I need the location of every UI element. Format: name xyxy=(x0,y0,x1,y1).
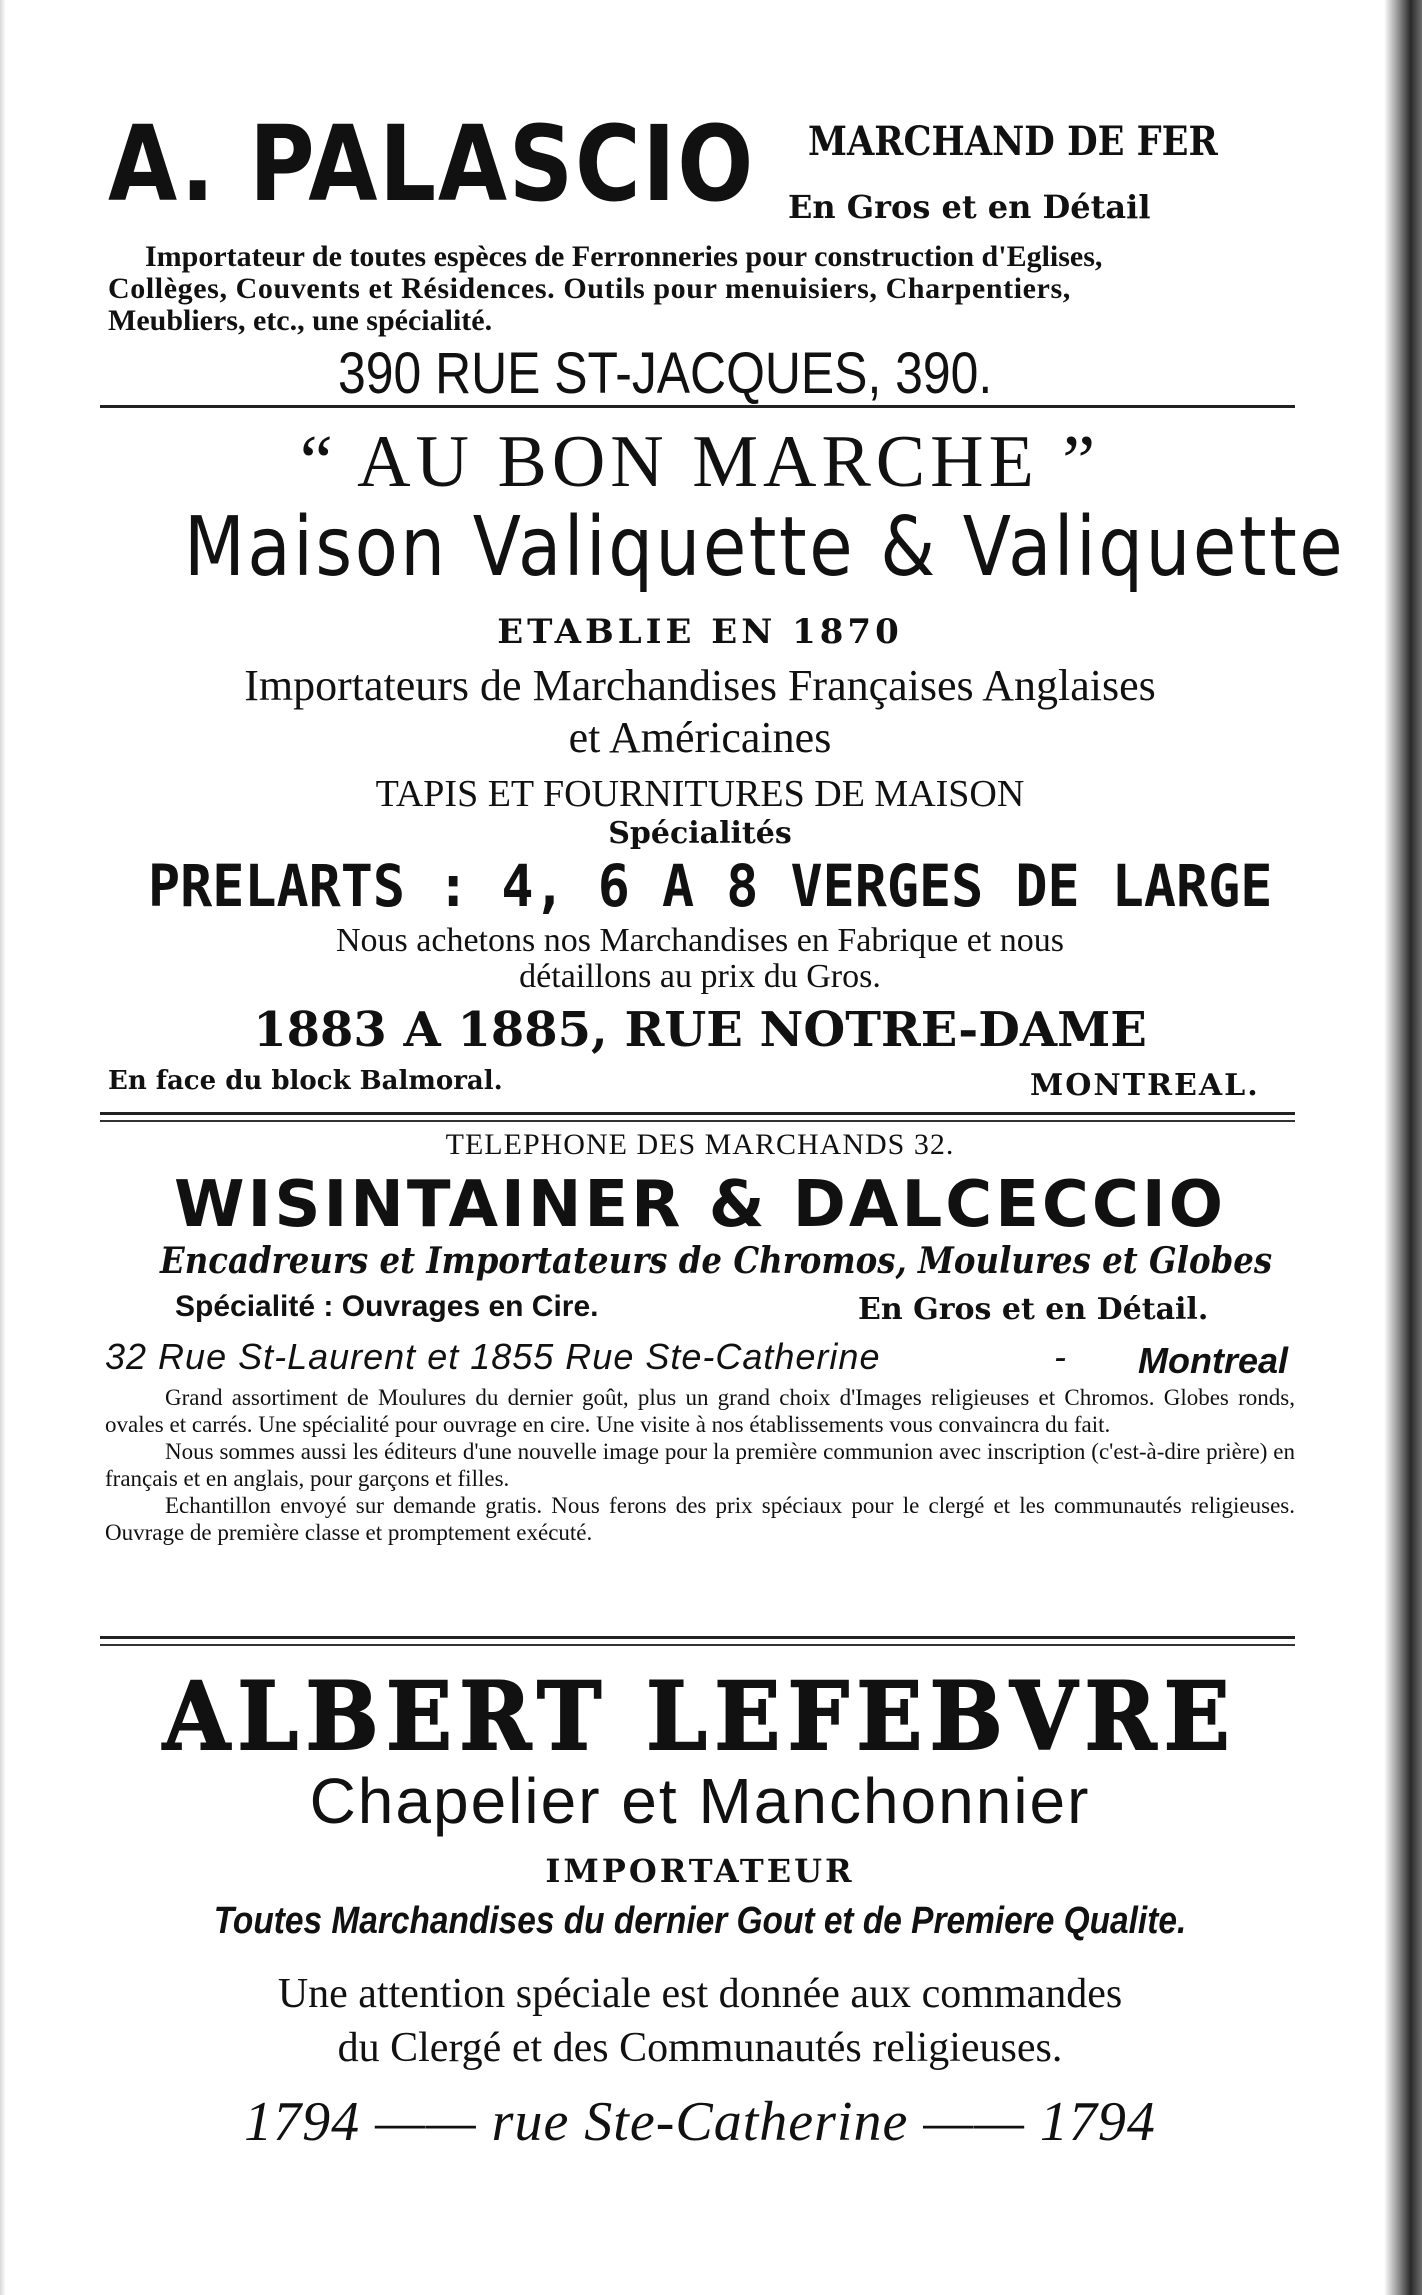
lefebvre-trade: Chapelier et Manchonnier xyxy=(309,1765,1091,1837)
lefebvre-address: 1794 —— rue Ste-Catherine —— 1794 xyxy=(244,2091,1156,2153)
wisintainer-para1: Grand assortiment de Moulures du dernier goût, plus un grand choix d'Images religieuses et Chromos. Globes ronds, ovales et carrés. Une spécialité pour ouvrage en cire. Une visite à nos établissements vous convaincra du fait. xyxy=(105,1385,1295,1437)
wisintainer-name: WISINTAINER & DALCECCIO xyxy=(173,1168,1227,1242)
bonmarche-buy-line2: détaillons au prix du Gros. xyxy=(519,958,881,995)
wisintainer-trade: Encadreurs et Importateurs de Chromos, Moulures et Globes xyxy=(160,1240,1273,1282)
wisintainer-para2: Nous sommes aussi les éditeurs d'une nouvelle image pour la première communion avec inscription (c'est-à-dire prière) en français et en anglais, pour garçons et filles. xyxy=(105,1439,1295,1491)
bonmarche-address: 1883 A 1885, RUE NOTRE-DAME xyxy=(253,1002,1147,1058)
divider-3b xyxy=(100,1644,1295,1646)
wisintainer-dash: - xyxy=(1054,1336,1066,1377)
divider-3 xyxy=(100,1636,1295,1639)
divider-2b xyxy=(100,1120,1295,1122)
lefebvre-importateur: IMPORTATEUR xyxy=(545,1852,855,1890)
wisintainer-city: Montreal xyxy=(1138,1340,1289,1381)
bonmarche-city: MONTREAL. xyxy=(1030,1068,1260,1103)
bonmarche-prelarts: PRELARTS : 4, 6 A 8 VERGES DE LARGE xyxy=(148,852,1273,920)
wisintainer-address: 32 Rue St-Laurent et 1855 Rue Ste-Catherine xyxy=(105,1336,881,1377)
palascio-desc-line3: Meubliers, etc., une spécialité. xyxy=(108,304,493,337)
wisintainer-paragraphs xyxy=(105,1384,1295,1546)
bonmarche-tapis: TAPIS ET FOURNITURES DE MAISON xyxy=(375,773,1025,815)
palascio-trade: MARCHAND DE FER xyxy=(808,118,1218,165)
palascio-name: A. PALASCIO xyxy=(108,103,756,225)
bonmarche-established: ETABLIE EN 1870 xyxy=(497,612,903,652)
lefebvre-goods: Toutes Marchandises du dernier Gout et de Premiere Qualite. xyxy=(213,1900,1187,1942)
divider-2 xyxy=(100,1112,1295,1115)
palascio-gros: En Gros et en Détail xyxy=(788,188,1151,226)
bonmarche-import-line2: et Américaines xyxy=(568,713,832,762)
wisintainer-para3: Echantillon envoyé sur demande gratis. Nous ferons des prix spéciaux pour le clergé et les communautés religieuses. Ouvrage de première classe et promptement exécuté. xyxy=(105,1493,1295,1545)
lefebvre-attention-line1: Une attention spéciale est donnée aux commandes xyxy=(277,1971,1123,2017)
bonmarche-buy-line1: Nous achetons nos Marchandises en Fabrique et nous xyxy=(335,922,1064,959)
divider-1 xyxy=(100,405,1295,408)
lefebvre-attention-line2: du Clergé et des Communautés religieuses. xyxy=(337,2025,1063,2071)
bonmarche-face: En face du block Balmoral. xyxy=(108,1066,503,1096)
bonmarche-import-line1: Importateurs de Marchandises Françaises Anglaises xyxy=(244,661,1156,710)
bonmarche-specialites: Spécialités xyxy=(608,816,792,851)
lefebvre-name: ALBERT LEFEBVRE xyxy=(162,1662,1238,1772)
wisintainer-gros: En Gros et en Détail. xyxy=(858,1292,1209,1327)
bonmarche-house: Maison Valiquette & Valiquette xyxy=(184,500,1346,595)
palascio-desc-line1: Importateur de toutes espèces de Ferronneries pour construction d'Eglises, xyxy=(145,240,1103,273)
palascio-desc-line2: Collèges, Couvents et Résidences. Outils pour menuisiers, Charpentiers, xyxy=(108,272,1071,305)
wisintainer-telephone: TELEPHONE DES MARCHANDS 32. xyxy=(445,1128,955,1161)
palascio-address: 390 RUE ST-JACQUES, 390. xyxy=(338,341,993,406)
wisintainer-specialite: Spécialité : Ouvrages en Cire. xyxy=(175,1290,599,1323)
bonmarche-headline: “ AU BON MARCHE ” xyxy=(299,421,1101,503)
